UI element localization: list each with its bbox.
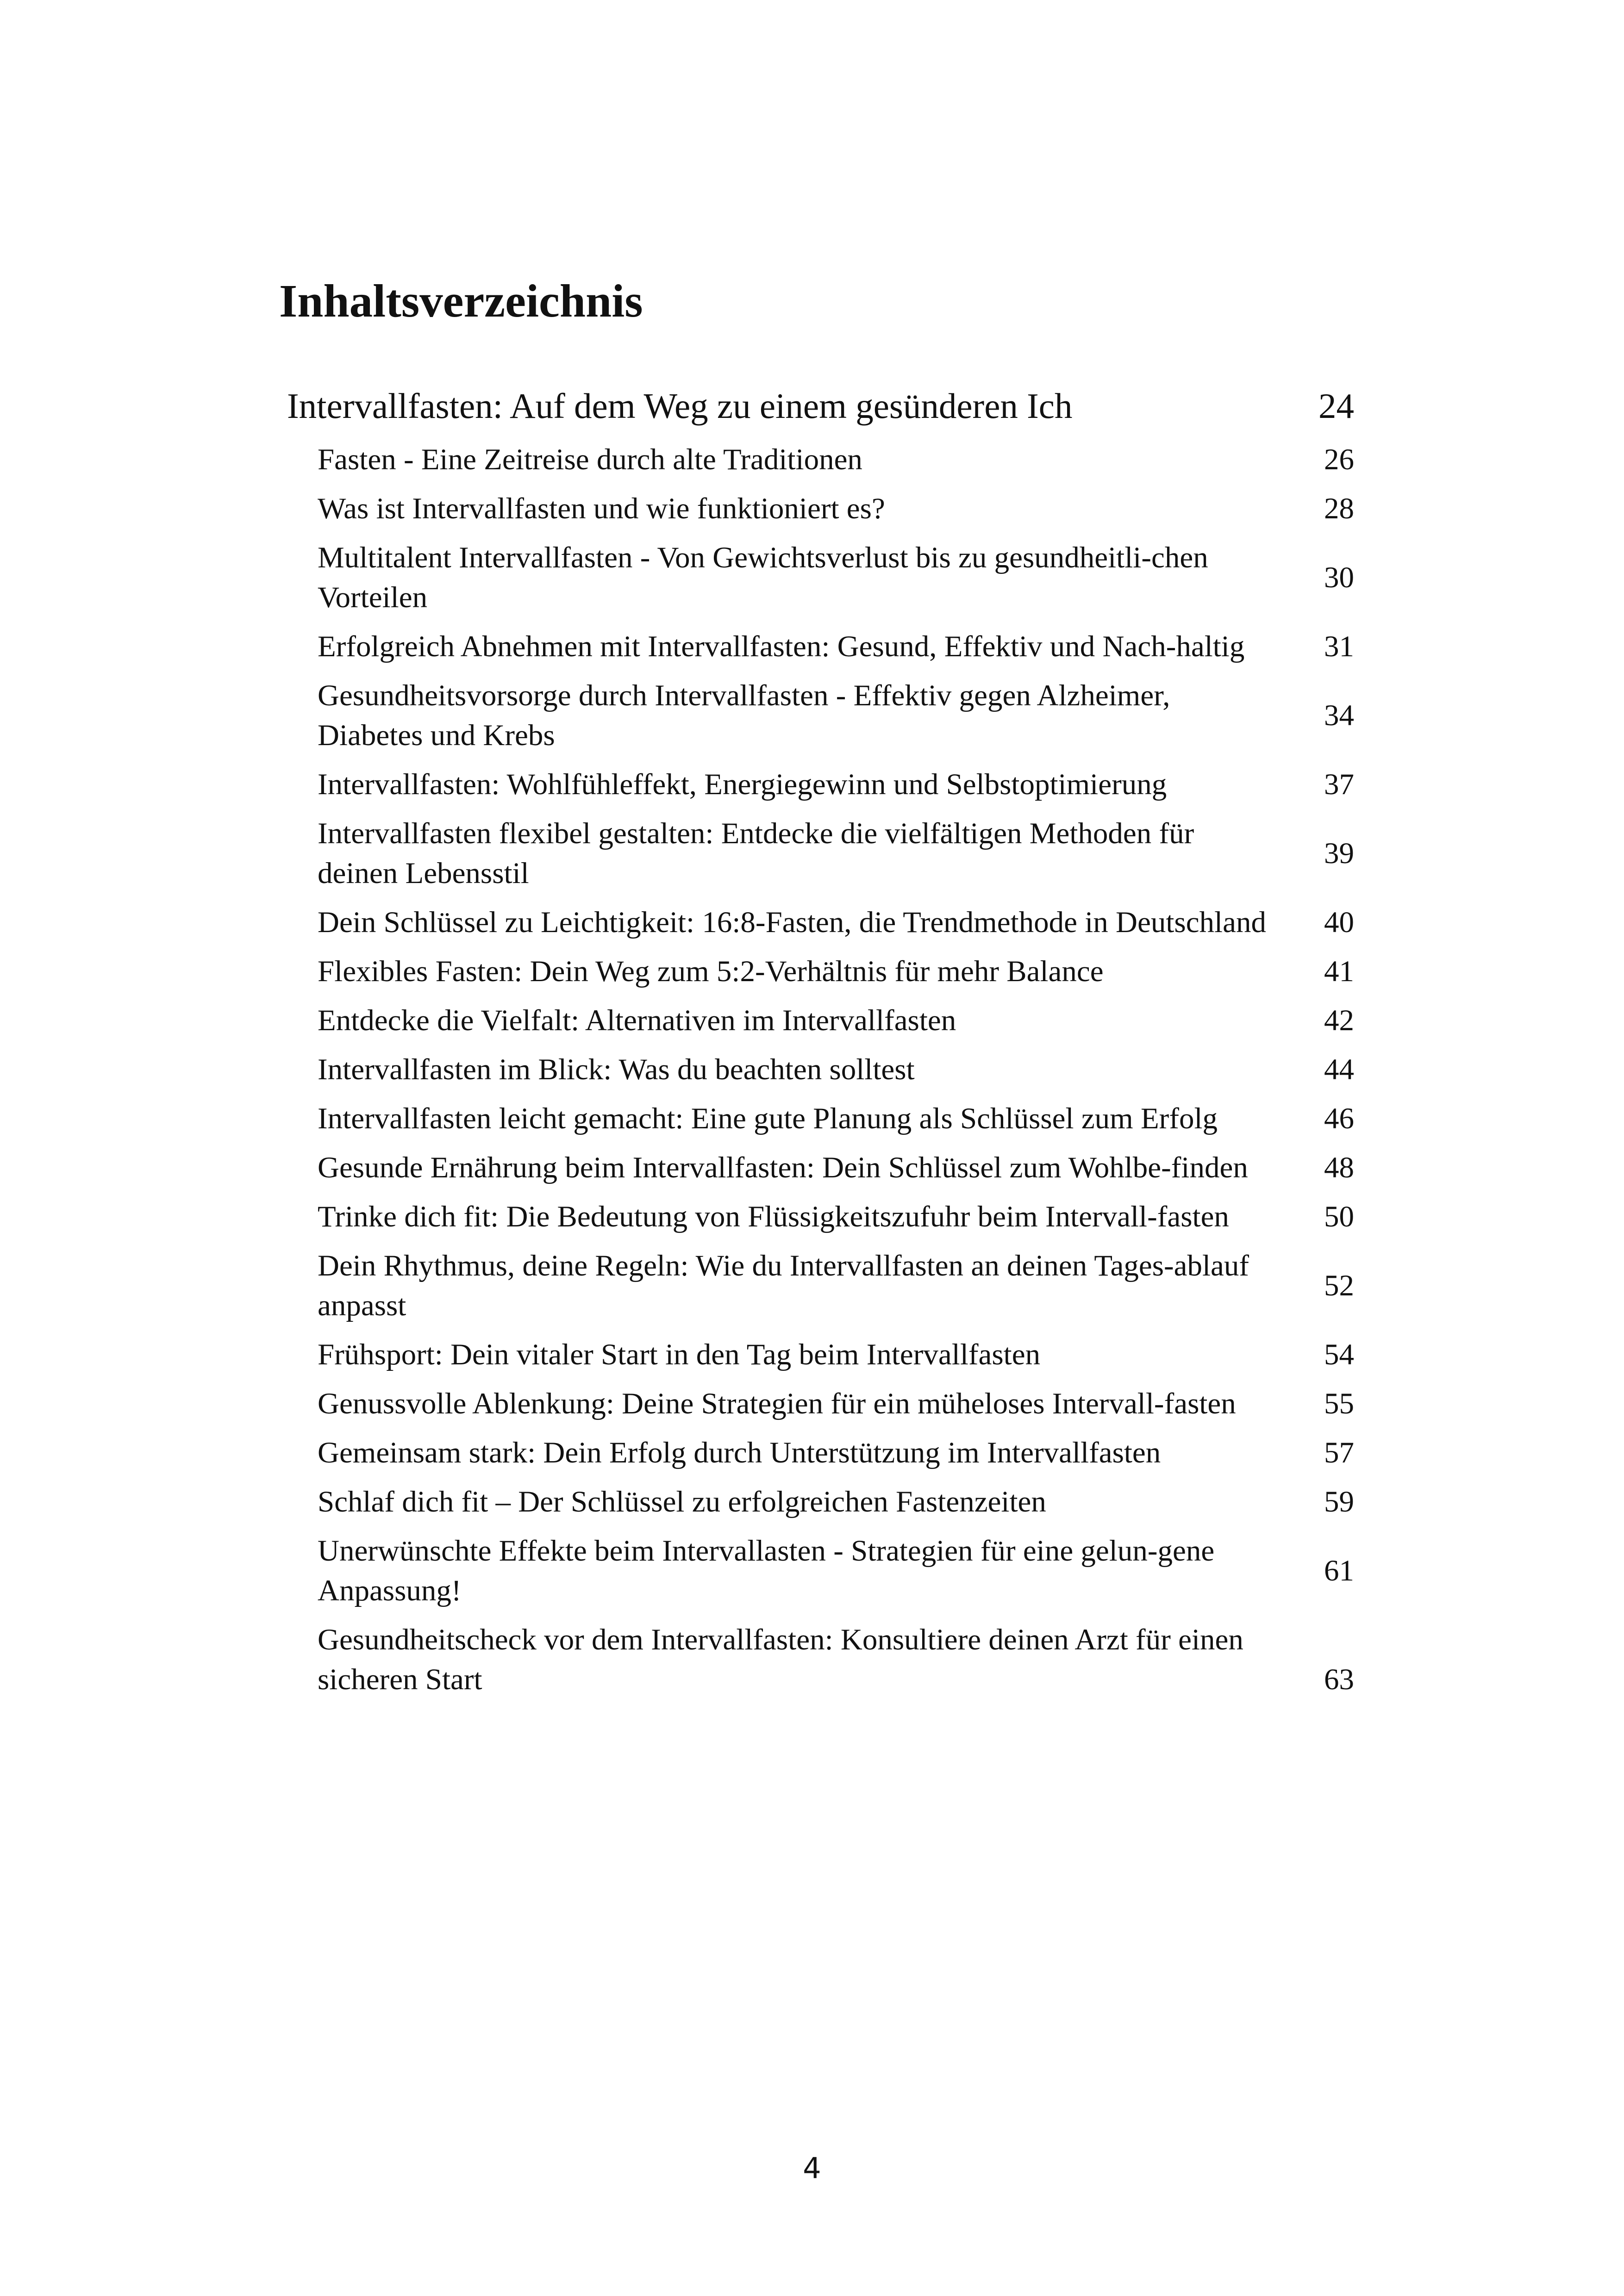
toc-entry[interactable] [278, 1241, 1361, 1330]
toc-entry-title: Unerwünschte Effekte beim Intervallasten - Strategien für eine gelun-gene Anpassung! [318, 1534, 1215, 1607]
toc-entry-page: 61 [1324, 1554, 1354, 1587]
toc-entry[interactable] [278, 1143, 1361, 1192]
toc-chapter-page: 24 [1318, 386, 1354, 426]
toc-entry[interactable] [278, 1379, 1361, 1428]
toc-entry-title: Fasten - Eine Zeitreise durch alte Traditionen [318, 443, 862, 476]
toc-entry-title: Gesundheitsvorsorge durch Intervallfasten - Effektiv gegen Alzheimer, Diabetes und Krebs [318, 679, 1170, 752]
toc-entry-title: Was ist Intervallfasten und wie funktioniert es? [318, 492, 885, 525]
toc-entry-page: 30 [1324, 561, 1354, 594]
toc-entry-page: 63 [1324, 1663, 1354, 1696]
toc-entry-page: 31 [1324, 630, 1354, 663]
toc-entry-page: 44 [1324, 1053, 1354, 1086]
toc-entry-page: 34 [1324, 699, 1354, 732]
toc-entry[interactable] [278, 533, 1361, 622]
toc-entry-page: 26 [1324, 443, 1354, 476]
toc-entry-title: Erfolgreich Abnehmen mit Intervallfasten: Gesund, Effektiv und Nach-haltig [318, 630, 1245, 663]
toc-entry-page: 41 [1324, 955, 1354, 988]
toc-entry[interactable] [278, 435, 1361, 484]
toc-entry[interactable] [278, 484, 1361, 533]
toc-entry-title: Gesundheitscheck vor dem Intervallfasten: Konsultiere deinen Arzt für einen sicheren Start [318, 1623, 1243, 1696]
toc-entry-page: 40 [1324, 906, 1354, 939]
toc-entry-title: Entdecke die Vielfalt: Alternativen im Intervallfasten [318, 1004, 956, 1037]
toc-entry-page: 48 [1324, 1151, 1354, 1184]
toc-entry[interactable] [278, 947, 1361, 996]
toc-entry-page: 54 [1324, 1338, 1354, 1371]
toc-entry-title: Multitalent Intervallfasten - Von Gewichtsverlust bis zu gesundheitli-chen Vorteilen [318, 541, 1208, 614]
toc-entry[interactable] [278, 1526, 1361, 1615]
toc-entry-page: 37 [1324, 768, 1354, 801]
toc-entry-page: 28 [1324, 492, 1354, 525]
toc-entry-title: Schlaf dich fit – Der Schlüssel zu erfolgreichen Fastenzeiten [318, 1485, 1046, 1518]
toc-entry[interactable] [278, 1045, 1361, 1094]
toc-entry-page: 57 [1324, 1436, 1354, 1469]
table-of-contents [278, 377, 1361, 1704]
toc-entry[interactable] [278, 1330, 1361, 1379]
toc-entry[interactable] [278, 671, 1361, 760]
toc-entry[interactable] [278, 1192, 1361, 1241]
toc-entry[interactable] [278, 996, 1361, 1045]
toc-entry[interactable] [278, 1615, 1361, 1704]
toc-entry-page: 55 [1324, 1387, 1354, 1420]
toc-entry-title: Dein Rhythmus, deine Regeln: Wie du Intervallfasten an deinen Tages-ablauf anpasst [318, 1249, 1249, 1322]
toc-entry[interactable] [278, 622, 1361, 671]
toc-entry-title: Intervallfasten leicht gemacht: Eine gute Planung als Schlüssel zum Erfolg [318, 1102, 1218, 1135]
toc-entry-title: Gemeinsam stark: Dein Erfolg durch Unterstützung im Intervallfasten [318, 1436, 1161, 1469]
toc-chapter-entry[interactable] [278, 377, 1361, 435]
toc-entry[interactable] [278, 898, 1361, 947]
toc-entry-page: 42 [1324, 1004, 1354, 1037]
toc-entry-page: 46 [1324, 1102, 1354, 1135]
page-title: Inhaltsverzeichnis [279, 275, 643, 327]
toc-entry-title: Dein Schlüssel zu Leichtigkeit: 16:8-Fasten, die Trendmethode in Deutschland [318, 906, 1266, 939]
toc-entry-page: 52 [1324, 1269, 1354, 1302]
toc-entry-title: Intervallfasten flexibel gestalten: Entdecke die vielfältigen Methoden für deinen Lebensstil [318, 817, 1194, 890]
toc-entry-page: 50 [1324, 1200, 1354, 1233]
toc-chapter-title: Intervallfasten: Auf dem Weg zu einem gesünderen Ich [287, 386, 1073, 426]
toc-entry[interactable] [278, 809, 1361, 898]
toc-entry-title: Frühsport: Dein vitaler Start in den Tag beim Intervallfasten [318, 1338, 1041, 1371]
toc-entry-title: Genussvolle Ablenkung: Deine Strategien für ein müheloses Intervall-fasten [318, 1387, 1236, 1420]
toc-entry[interactable] [278, 1428, 1361, 1477]
toc-entry-title: Trinke dich fit: Die Bedeutung von Flüssigkeitszufuhr beim Intervall-fasten [318, 1200, 1229, 1233]
toc-entry[interactable] [278, 760, 1361, 809]
toc-entry[interactable] [278, 1477, 1361, 1526]
toc-entry-title: Intervallfasten im Blick: Was du beachten solltest [318, 1053, 915, 1086]
page-number: 4 [803, 2151, 821, 2185]
toc-entry-title: Gesunde Ernährung beim Intervallfasten: Dein Schlüssel zum Wohlbe-finden [318, 1151, 1248, 1184]
toc-entry-title: Flexibles Fasten: Dein Weg zum 5:2-Verhältnis für mehr Balance [318, 955, 1104, 988]
toc-entry-page: 59 [1324, 1485, 1354, 1518]
toc-entry-title: Intervallfasten: Wohlfühleffekt, Energiegewinn und Selbstoptimierung [318, 768, 1167, 801]
toc-entry-page: 39 [1324, 837, 1354, 870]
toc-entry[interactable] [278, 1094, 1361, 1143]
